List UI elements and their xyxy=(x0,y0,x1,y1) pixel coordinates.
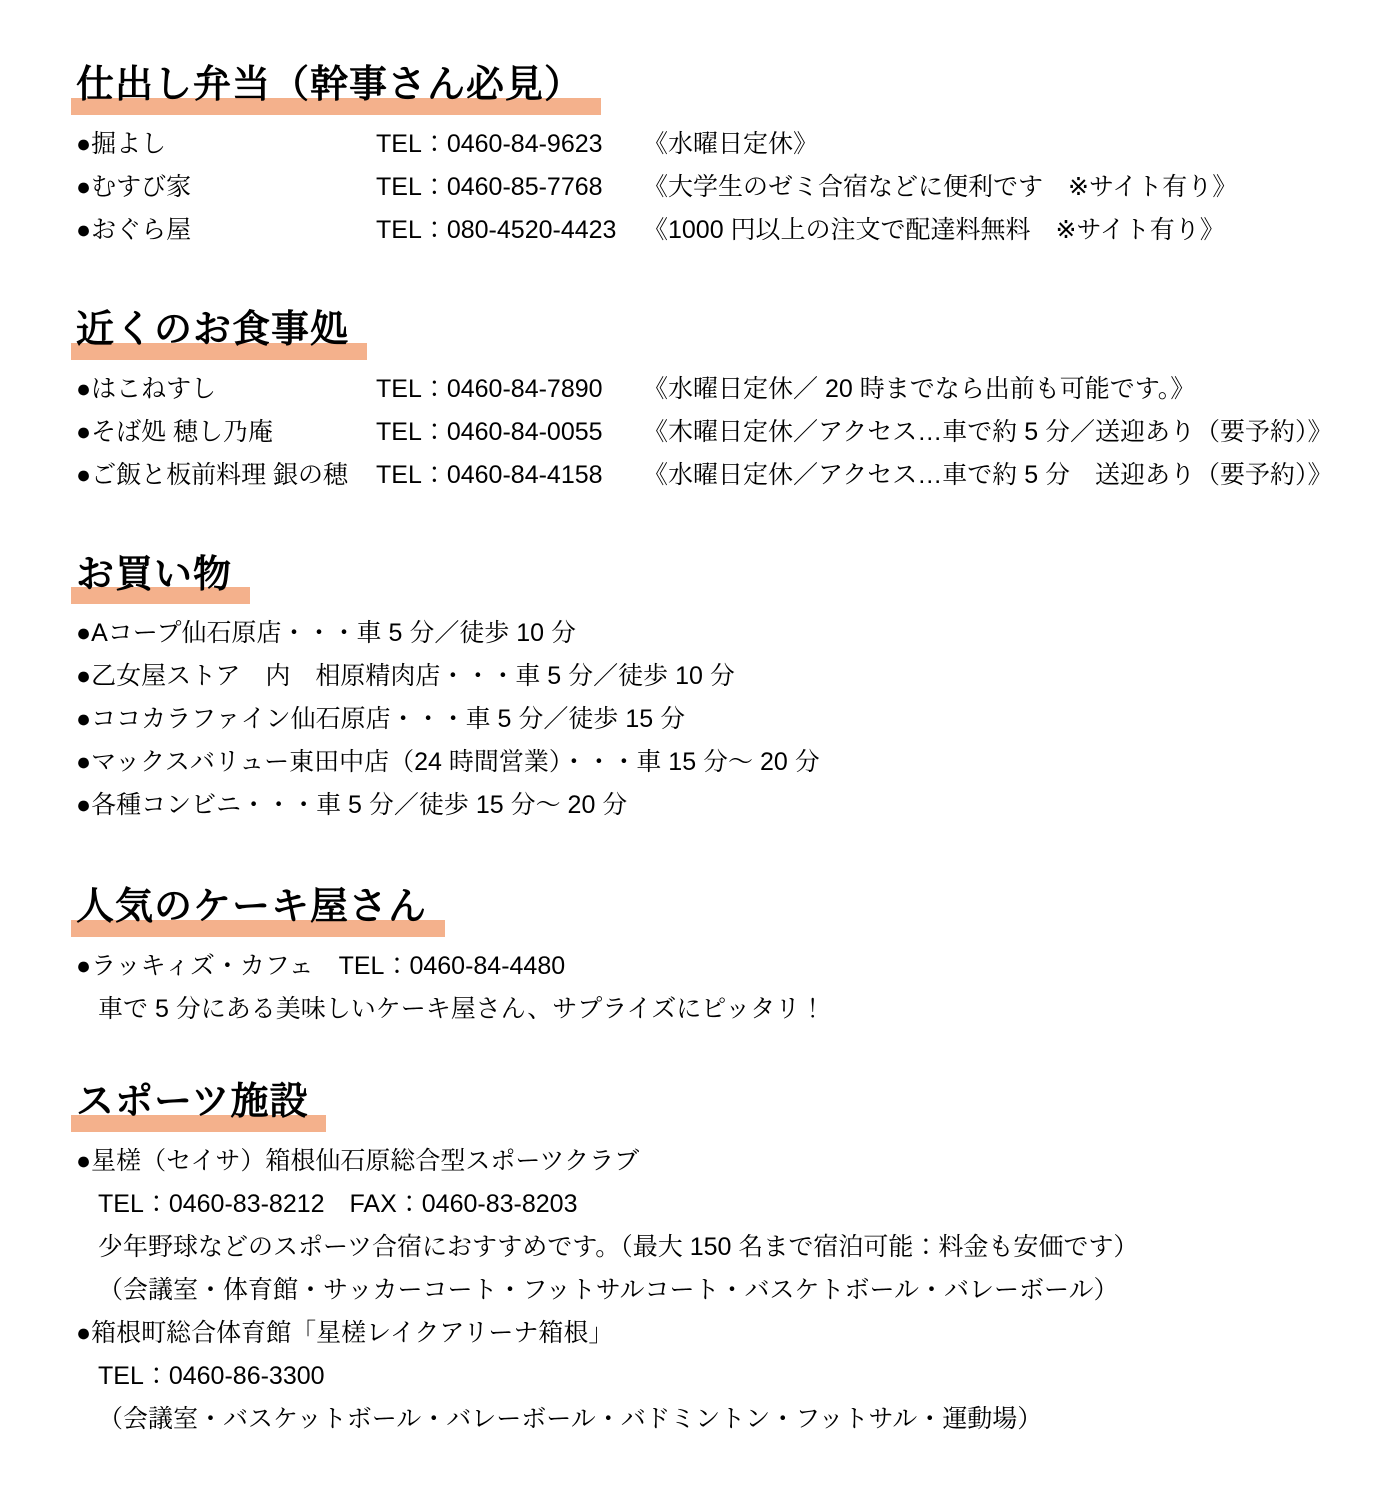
restaurant-name: ●そば処 穂し乃庵 xyxy=(76,417,274,446)
section-sports-facilities xyxy=(76,1080,1360,1441)
restaurant-tel: TEL：0460-84-0055 xyxy=(376,417,603,446)
facility-detail: 少年野球などのスポーツ合宿におすすめです。（最大 150 名まで宿泊可能：料金も安価です） xyxy=(98,1233,1139,1262)
highlighted-title-text: 仕出し弁当（幹事さん必見） xyxy=(71,63,601,115)
section-title-shopping xyxy=(76,553,1360,605)
list-item xyxy=(76,454,1360,497)
highlighted-title-text: お買い物 xyxy=(71,553,250,605)
restaurant-name: ●はこねすし xyxy=(76,374,217,403)
cake-shop-name-tel: ●ラッキィズ・カフェ TEL：0460-84-4480 xyxy=(76,952,566,981)
section-catering-bento xyxy=(76,63,1360,252)
restaurant-tel: TEL：0460-84-7890 xyxy=(376,374,603,403)
restaurant-tel: TEL：0460-84-4158 xyxy=(376,460,603,489)
shop-note: 《1000 円以上の注文で配達料無料 ※サイト有り》 xyxy=(643,215,1225,244)
shop-tel: TEL：080-4520-4423 xyxy=(376,215,617,244)
section-title-cake xyxy=(76,885,1360,937)
list-item: ●各種コンビニ・・・車 5 分／徒歩 15 分～ 20 分 xyxy=(76,791,628,820)
list-item xyxy=(76,123,1360,166)
facility-contact: TEL：0460-83-8212 FAX：0460-83-8203 xyxy=(98,1190,578,1219)
highlighted-title-text: 人気のケーキ屋さん xyxy=(71,885,445,937)
shop-note: 《水曜日定休》 xyxy=(643,129,819,158)
list-item xyxy=(76,411,1360,454)
highlighted-title-text: 近くのお食事処 xyxy=(71,308,367,360)
section-title-dining xyxy=(76,308,1360,360)
cake-shop-info xyxy=(76,945,1360,1031)
dining-list xyxy=(76,368,1360,497)
section-nearby-restaurants xyxy=(76,308,1360,497)
restaurant-note: 《木曜日定休／アクセス…車で約 5 分／送迎あり（要予約）》 xyxy=(643,417,1333,446)
list-item: ●乙女屋ストア 内 相原精肉店・・・車 5 分／徒歩 10 分 xyxy=(76,662,735,691)
shop-name: ●おぐら屋 xyxy=(76,215,192,244)
highlighted-title-text: スポーツ施設 xyxy=(71,1080,326,1132)
catering-list xyxy=(76,123,1360,252)
cake-shop-description: 車で 5 分にある美味しいケーキ屋さん、サプライズにピッタリ！ xyxy=(98,995,826,1024)
shopping-list xyxy=(76,612,1360,827)
list-item xyxy=(76,368,1360,411)
restaurant-note: 《水曜日定休／ 20 時までなら出前も可能です。》 xyxy=(643,374,1196,403)
shop-note: 《大学生のゼミ合宿などに便利です ※サイト有り》 xyxy=(643,172,1238,201)
facility-name: ●箱根町総合体育館「星槎レイクアリーナ箱根」 xyxy=(76,1319,614,1348)
list-item: ●Aコープ仙石原店・・・車 5 分／徒歩 10 分 xyxy=(76,619,577,648)
shop-name: ●掘よし xyxy=(76,129,167,158)
shop-tel: TEL：0460-84-9623 xyxy=(376,129,603,158)
sports-facilities-list xyxy=(76,1140,1360,1441)
facility-contact: TEL：0460-86-3300 xyxy=(98,1362,325,1391)
restaurant-name: ●ご飯と板前料理 銀の穂 xyxy=(76,460,349,489)
facility-detail: （会議室・バスケットボール・バレーボール・バドミントン・フットサル・運動場） xyxy=(98,1405,1043,1434)
section-title-catering xyxy=(76,63,1360,115)
section-title-sports xyxy=(76,1080,1360,1132)
facility-detail: （会議室・体育館・サッカーコート・フットサルコート・バスケトボール・バレーボール） xyxy=(98,1276,1119,1305)
facility-name: ●星槎（セイサ）箱根仙石原総合型スポーツクラブ xyxy=(76,1147,640,1176)
shop-name: ●むすび家 xyxy=(76,172,192,201)
list-item xyxy=(76,209,1360,252)
section-shopping xyxy=(76,553,1360,828)
section-cake-shop xyxy=(76,885,1360,1031)
list-item xyxy=(76,166,1360,209)
list-item: ●マックスバリュー東田中店（24 時間営業）・・・車 15 分～ 20 分 xyxy=(76,748,820,777)
list-item: ●ココカラファイン仙石原店・・・車 5 分／徒歩 15 分 xyxy=(76,705,686,734)
restaurant-note: 《水曜日定休／アクセス…車で約 5 分 送迎あり（要予約）》 xyxy=(643,460,1333,489)
shop-tel: TEL：0460-85-7768 xyxy=(376,172,603,201)
